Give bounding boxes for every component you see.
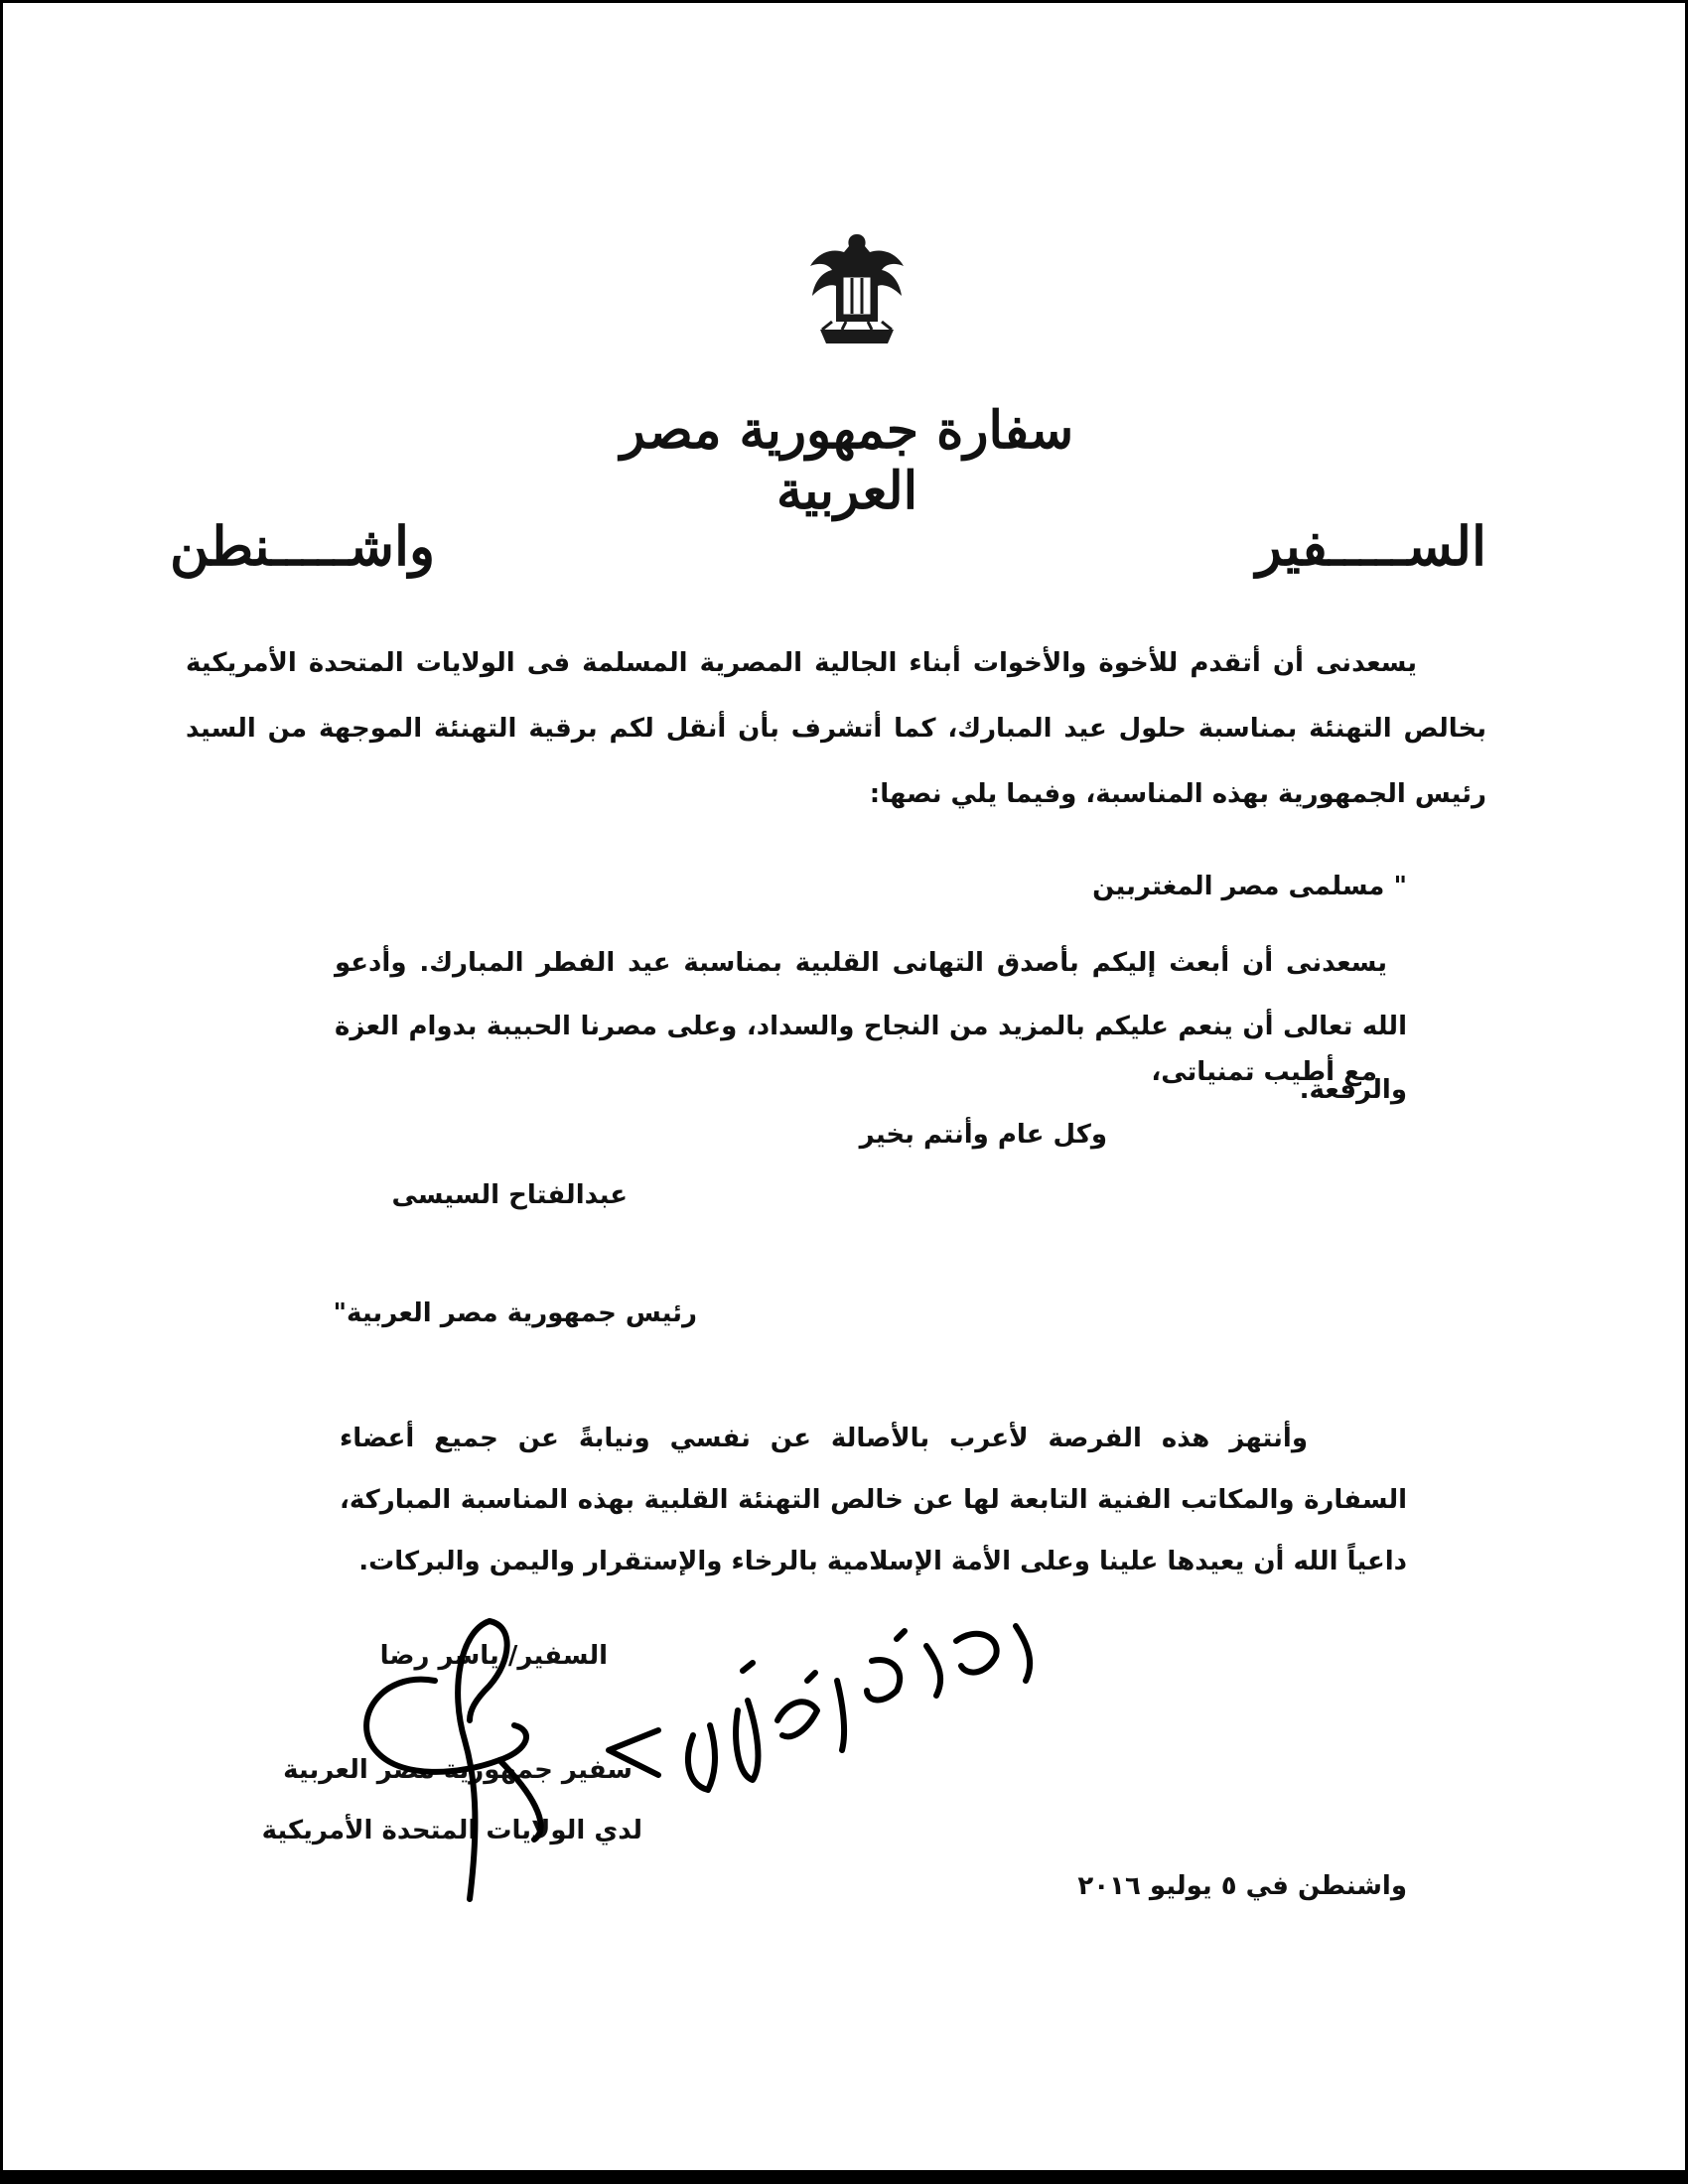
quote-wish: وكل عام وأنتم بخير (859, 1120, 1107, 1150)
city-label: واشـــــنطن (170, 514, 436, 578)
embassy-name: سفارة جمهورية مصر العربية (620, 400, 1074, 521)
quote-closing: مع أطيب تمنياتى، (1151, 1057, 1377, 1087)
signatory-title-line1: سفير جمهورية مصر العربية (283, 1755, 633, 1785)
signatory-title-line2: لدي الولايات المتحدة الأمريكية (261, 1816, 642, 1845)
eagle-emblem-icon (802, 226, 912, 355)
quote-signer-title: رئيس جمهورية مصر العربية" (333, 1298, 697, 1328)
quote-salutation: " مسلمى مصر المغتربين (1092, 872, 1407, 901)
closing-paragraph: وأنتهز هذه الفرصة لأعرب بالأصالة عن نفسي ونيابةً عن جميع أعضاء السفارة والمكاتب الفنية التابعة لها عن خالص التهنئة القلبية بهذه المناسبة المباركة، داعياً الله أن يعيدها علينا وعلى الأمة الإسلامية بالرخاء والإستقرار واليمن والبركات. (340, 1424, 1407, 1576)
quote-body: يسعدنى أن أبعث إليكم بأصدق التهانى القلبية بمناسبة عيد الفطر المبارك. وأدعو الله تعالى أن ينعم عليكم بالمزيد من النجاح والسداد، وعلى مصرنا الحبيبة بدوام العزة والرفعة. (335, 948, 1407, 1105)
ambassador-label: الســـــفير (1255, 514, 1486, 578)
letter-date: واشنطن في ٥ يوليو ٢٠١٦ (1077, 1871, 1407, 1901)
intro-paragraph: يسعدنى أن أتقدم للأخوة والأخوات أبناء الجالية المصرية المسلمة فى الولايات المتحدة الأمريكية بخالص التهنئة بمناسبة حلول عيد المبارك، كما أتشرف بأن أنقل لكم برقية التهنئة الموجهة من السيد رئيس الجمهورية بهذه المناسبة، وفيما يلي نصها: (186, 648, 1486, 809)
quote-signer: عبدالفتاح السيسى (391, 1180, 628, 1210)
handwritten-signature (341, 1601, 1095, 1919)
scan-border-bottom (3, 2170, 1685, 2184)
signatory-name: السفير/ ياسر رضا (379, 1641, 608, 1671)
